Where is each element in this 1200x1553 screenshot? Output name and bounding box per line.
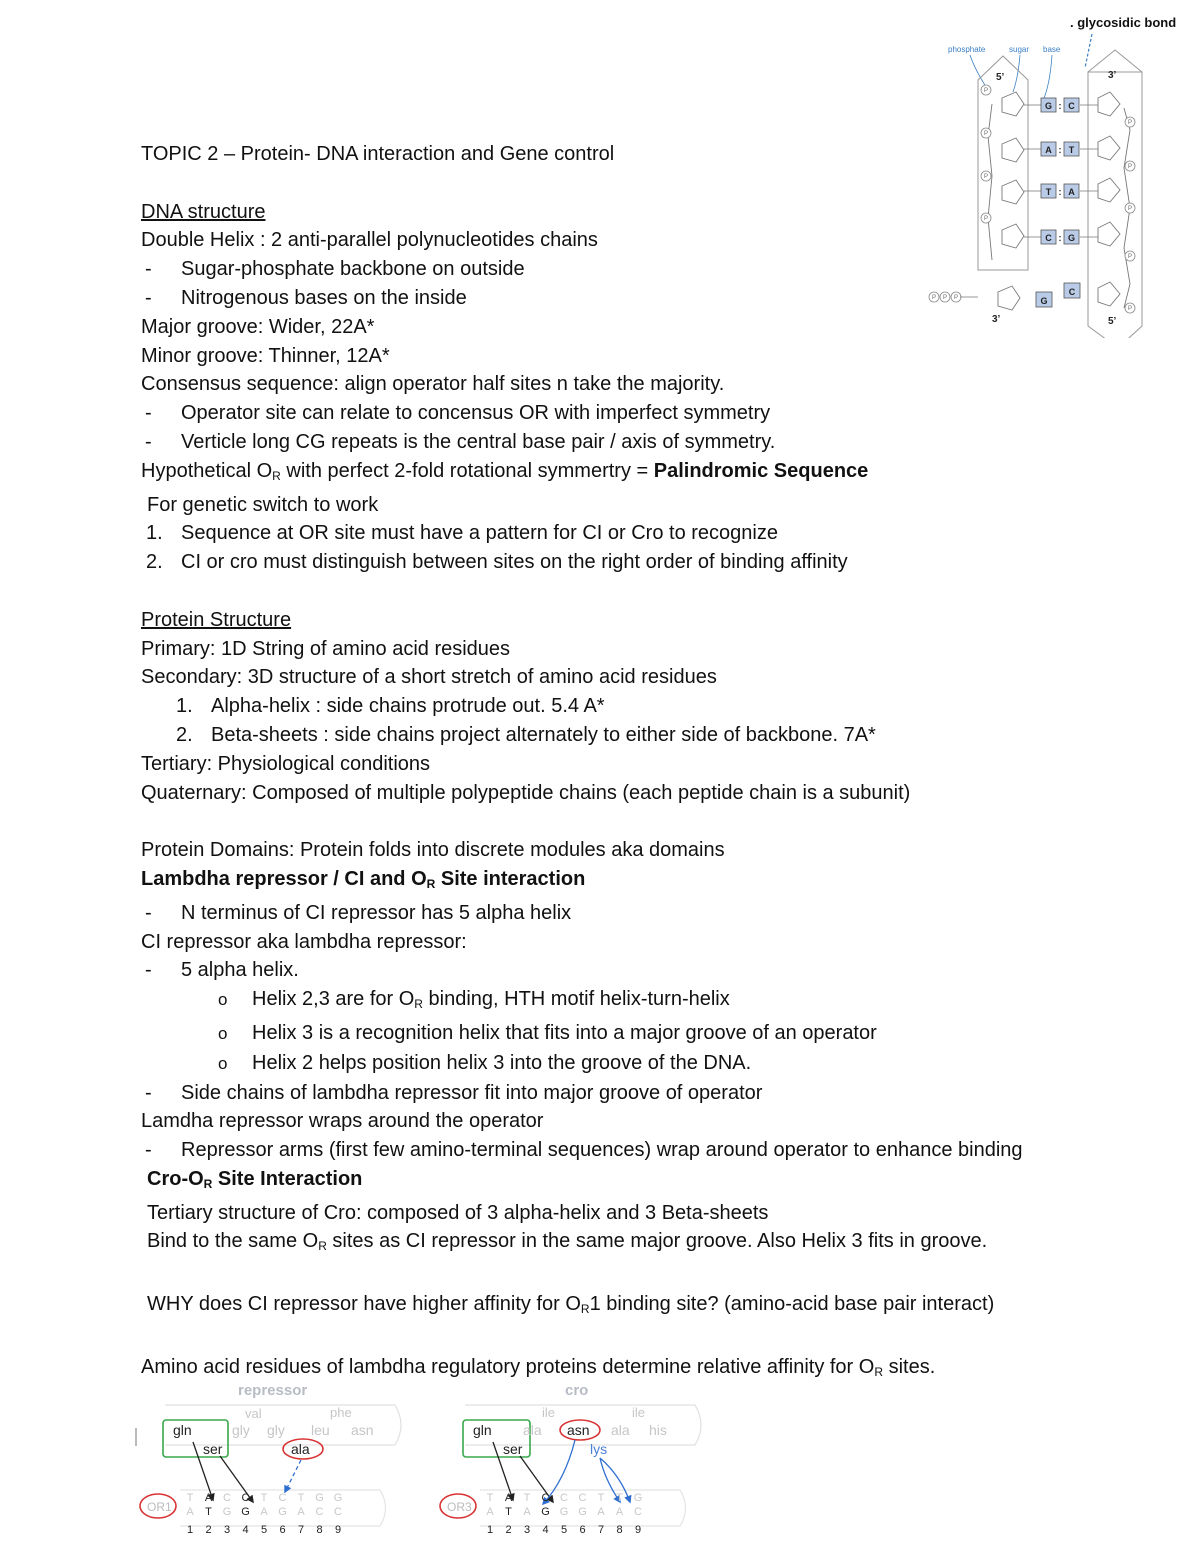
ile-residue: ile: [632, 1405, 646, 1420]
cro-interaction-diagram: [425, 1380, 715, 1545]
base-letter: A: [1045, 145, 1052, 155]
position-number: 9: [634, 1524, 642, 1536]
three-prime-label-top: 3’: [1108, 70, 1117, 81]
residue-label: gln: [473, 1422, 492, 1438]
sugar-label: sugar: [1009, 45, 1030, 54]
top-strand-base: C: [278, 1492, 287, 1504]
p-label: P: [983, 174, 989, 180]
bottom-strand-base: A: [486, 1506, 494, 1518]
bottom-strand-base: G: [222, 1506, 232, 1518]
p-label: P: [1127, 164, 1133, 170]
bottom-strand-base: A: [297, 1506, 305, 1518]
five-prime-label-bottom: 5’: [1108, 316, 1117, 327]
base-label: base: [1043, 45, 1061, 54]
top-strand-base: T: [297, 1492, 305, 1504]
five-prime-label-top: 5’: [996, 72, 1005, 83]
text-line: Hypothetical $O_R$ with perfect 2-fold rotational symmertry = Palindromic Sequence: [141, 459, 869, 483]
position-number: 3: [223, 1524, 231, 1536]
residue-label: his: [649, 1422, 667, 1438]
p-label: P: [931, 295, 937, 301]
heading-protein-structure: Protein Structure: [141, 608, 292, 631]
bottom-strand-base: G: [278, 1506, 287, 1518]
base-letter: G: [1067, 233, 1076, 243]
position-number: 5: [560, 1524, 568, 1536]
base-letter: A: [1068, 187, 1075, 197]
or3-site-label: OR3: [447, 1500, 472, 1514]
top-strand-base: C: [578, 1492, 587, 1504]
p-label: P: [1127, 206, 1133, 212]
position-number: 1: [486, 1524, 494, 1536]
val-residue: val: [245, 1406, 262, 1421]
free-base-left: G: [1040, 296, 1048, 306]
text-line: WHY does CI repressor have higher affinity for $O_R1$ binding site? (amino-acid base pair interact): [147, 1293, 995, 1317]
bottom-strand-base: G: [578, 1506, 587, 1518]
p-label: P: [983, 131, 989, 137]
top-strand-base: T: [486, 1492, 494, 1504]
h-bond-colon: :: [1058, 101, 1062, 111]
top-residues: [473, 1422, 667, 1438]
text-line: Major groove: Wider, 22A*: [141, 315, 375, 338]
numbered-item: 1. Sequence at OR site must have a pattern for CI or Cro to recognize: [146, 522, 778, 545]
top-strand-base: G: [315, 1492, 324, 1504]
bullet-item: - 5 alpha helix.: [145, 959, 299, 982]
residue-label: gln: [173, 1422, 192, 1438]
text-line: CI repressor aka lambdha repressor:: [141, 930, 467, 953]
ala-residue: ala: [291, 1441, 310, 1457]
top-strand-base: C: [541, 1492, 550, 1504]
bottom-strand-base: C: [315, 1506, 324, 1518]
h-bond-colon: :: [1058, 233, 1062, 243]
bullet-item: - Side chains of lambdha repressor fit into major groove of operator: [145, 1081, 763, 1104]
text-line: Consensus sequence: align operator half sites n take the majority.: [141, 373, 725, 396]
base-letter: C: [1068, 101, 1075, 111]
text-line: Primary: 1D String of amino acid residues: [141, 637, 511, 660]
subheading: Lambdha repressor / CI and $O_R$ Site interaction: [141, 867, 586, 891]
bottom-strand-base: G: [241, 1506, 250, 1518]
base-letter: T: [1068, 145, 1075, 155]
bullet-item: - Operator site can relate to concensus OR with imperfect symmetry: [145, 402, 771, 425]
text-line: Bind to the same $O_R$ sites as CI repressor in the same major groove. Also Helix 3 fits in groove.: [147, 1230, 988, 1254]
p-label: P: [1127, 254, 1133, 260]
bottom-strand-base: T: [205, 1506, 212, 1518]
text-line: For genetic switch to work: [147, 493, 379, 516]
numbered-item: 1. Alpha-helix : side chains protrude out. 5.4 A*: [176, 695, 605, 718]
position-number: 3: [523, 1524, 531, 1536]
text-line: Double Helix : 2 anti-parallel polynucleotides chains: [141, 229, 598, 252]
position-number: 8: [616, 1524, 623, 1536]
position-number: 8: [316, 1524, 323, 1536]
h-bond-colon: :: [1058, 145, 1062, 155]
p-label: P: [983, 216, 989, 222]
text-line: Minor groove: Thinner, 12A*: [141, 344, 390, 367]
residue-label: gly: [232, 1422, 250, 1438]
position-number: 2: [505, 1524, 512, 1536]
position-number: 6: [579, 1524, 586, 1536]
circle-item: o Helix 2,3 are for $O_R$ binding, HTH motif helix-turn-helix: [218, 988, 730, 1012]
glycosidic-bond-label: . glycosidic bond: [1070, 15, 1177, 30]
operator-sequence: [486, 1492, 642, 1536]
top-strand-base: C: [223, 1492, 231, 1504]
residue-label: ala: [523, 1422, 542, 1438]
base-pairs: [1024, 98, 1098, 244]
topic-title: TOPIC 2 – Protein- DNA interaction and Gene control: [141, 143, 615, 165]
base-letter: C: [1045, 233, 1052, 243]
repressor-title: repressor: [238, 1382, 308, 1399]
bullet-item: - Nitrogenous bases on the inside: [145, 286, 467, 309]
text-line: Quaternary: Composed of multiple polypeptide chains (each peptide chain is a subunit): [141, 781, 911, 804]
text-line: Protein Domains: Protein folds into discrete modules aka domains: [141, 839, 725, 862]
text-line: Tertiary structure of Cro: composed of 3 alpha-helix and 3 Beta-sheets: [147, 1201, 769, 1224]
subheading: Cro-$O_R$ Site Interaction: [147, 1167, 363, 1191]
top-strand-base: T: [186, 1492, 194, 1504]
bullet-item: - N terminus of CI repressor has 5 alpha helix: [145, 901, 572, 924]
top-strand-base: C: [241, 1492, 250, 1504]
top-strand-base: T: [616, 1492, 623, 1504]
top-strand-base: A: [504, 1492, 513, 1504]
phe-residue: phe: [330, 1405, 352, 1420]
ser-residue: ser: [503, 1441, 523, 1457]
position-number: 4: [542, 1524, 549, 1536]
three-prime-label-bottom: 3’: [992, 314, 1001, 325]
bottom-strand-base: A: [615, 1506, 624, 1518]
p-label: P: [1127, 306, 1133, 312]
position-number: 1: [186, 1524, 194, 1536]
bottom-strand-base: A: [260, 1506, 268, 1518]
residue-label: asn: [567, 1422, 590, 1438]
top-residues: [173, 1422, 374, 1438]
cro-title: cro: [565, 1382, 589, 1399]
p-label: P: [942, 295, 948, 301]
bullet-item: - Verticle long CG repeats is the central base pair / axis of symmetry.: [145, 430, 776, 453]
text-line: Amino acid residues of lambdha regulatory proteins determine relative affinity for $O_R$ sites.: [141, 1355, 936, 1379]
circle-item: o Helix 3 is a recognition helix that fits into a major groove of an operator: [218, 1021, 877, 1044]
text-line: Lamdha repressor wraps around the operator: [141, 1110, 544, 1133]
top-strand-base: C: [560, 1492, 568, 1504]
position-number: 5: [260, 1524, 268, 1536]
top-strand-base: G: [333, 1492, 343, 1504]
p-label: P: [953, 295, 959, 301]
top-strand-base: T: [260, 1492, 268, 1504]
bottom-strand-base: C: [634, 1506, 642, 1518]
position-number: 2: [205, 1524, 212, 1536]
ser-residue: ser: [203, 1441, 223, 1457]
heading-dna-structure: DNA structure: [141, 200, 266, 223]
p-label: P: [983, 88, 989, 94]
bullet-item: - Sugar-phosphate backbone on outside: [145, 258, 525, 281]
or1-site-label: OR1: [147, 1500, 172, 1514]
numbered-item: 2. Beta-sheets : side chains project alternately to either side of backbone. 7A*: [176, 723, 876, 746]
base-letter: T: [1045, 187, 1052, 197]
bottom-strand-base: A: [186, 1506, 194, 1518]
text-line: Secondary: 3D structure of a short stretch of amino acid residues: [141, 666, 717, 689]
numbered-item: 2. CI or cro must distinguish between sites on the right order of binding affinity: [146, 551, 848, 574]
bottom-strand-base: G: [541, 1506, 550, 1518]
edge-mark: [135, 1428, 140, 1446]
operator-sequence: [186, 1492, 342, 1536]
p-label: P: [1127, 120, 1133, 126]
residue-label: gly: [267, 1422, 285, 1438]
position-number: 6: [279, 1524, 286, 1536]
base-letter: G: [1044, 101, 1053, 111]
residue-label: leu: [311, 1422, 330, 1438]
bottom-strand-base: G: [559, 1506, 569, 1518]
ile-residue: ile: [542, 1405, 556, 1420]
position-number: 7: [297, 1524, 305, 1536]
bottom-strand-base: A: [597, 1506, 605, 1518]
bullet-item: - Repressor arms (first few amino-terminal sequences) wrap around operator to enhance binding: [145, 1139, 1023, 1162]
bottom-strand-base: T: [505, 1506, 512, 1518]
free-base-right: C: [1068, 287, 1076, 297]
top-strand-base: T: [597, 1492, 605, 1504]
position-number: 4: [242, 1524, 249, 1536]
h-bond-colon: :: [1058, 187, 1062, 197]
circle-item: o Helix 2 helps position helix 3 into the groove of the DNA.: [218, 1051, 752, 1074]
bottom-strand-base: C: [334, 1506, 342, 1518]
text-line: Tertiary: Physiological conditions: [141, 752, 431, 775]
position-number: 9: [334, 1524, 342, 1536]
top-strand-base: A: [204, 1492, 213, 1504]
top-strand-base: T: [523, 1492, 531, 1504]
dna-structure-diagram: [920, 8, 1190, 338]
top-strand-base: G: [633, 1492, 643, 1504]
phosphate-label: phosphate: [948, 45, 986, 54]
position-number: 7: [597, 1524, 605, 1536]
residue-label: ala: [611, 1422, 630, 1438]
repressor-interaction-diagram: [125, 1380, 415, 1545]
lys-residue: lys: [590, 1441, 608, 1457]
bottom-strand-base: A: [523, 1506, 531, 1518]
residue-label: asn: [351, 1422, 374, 1438]
